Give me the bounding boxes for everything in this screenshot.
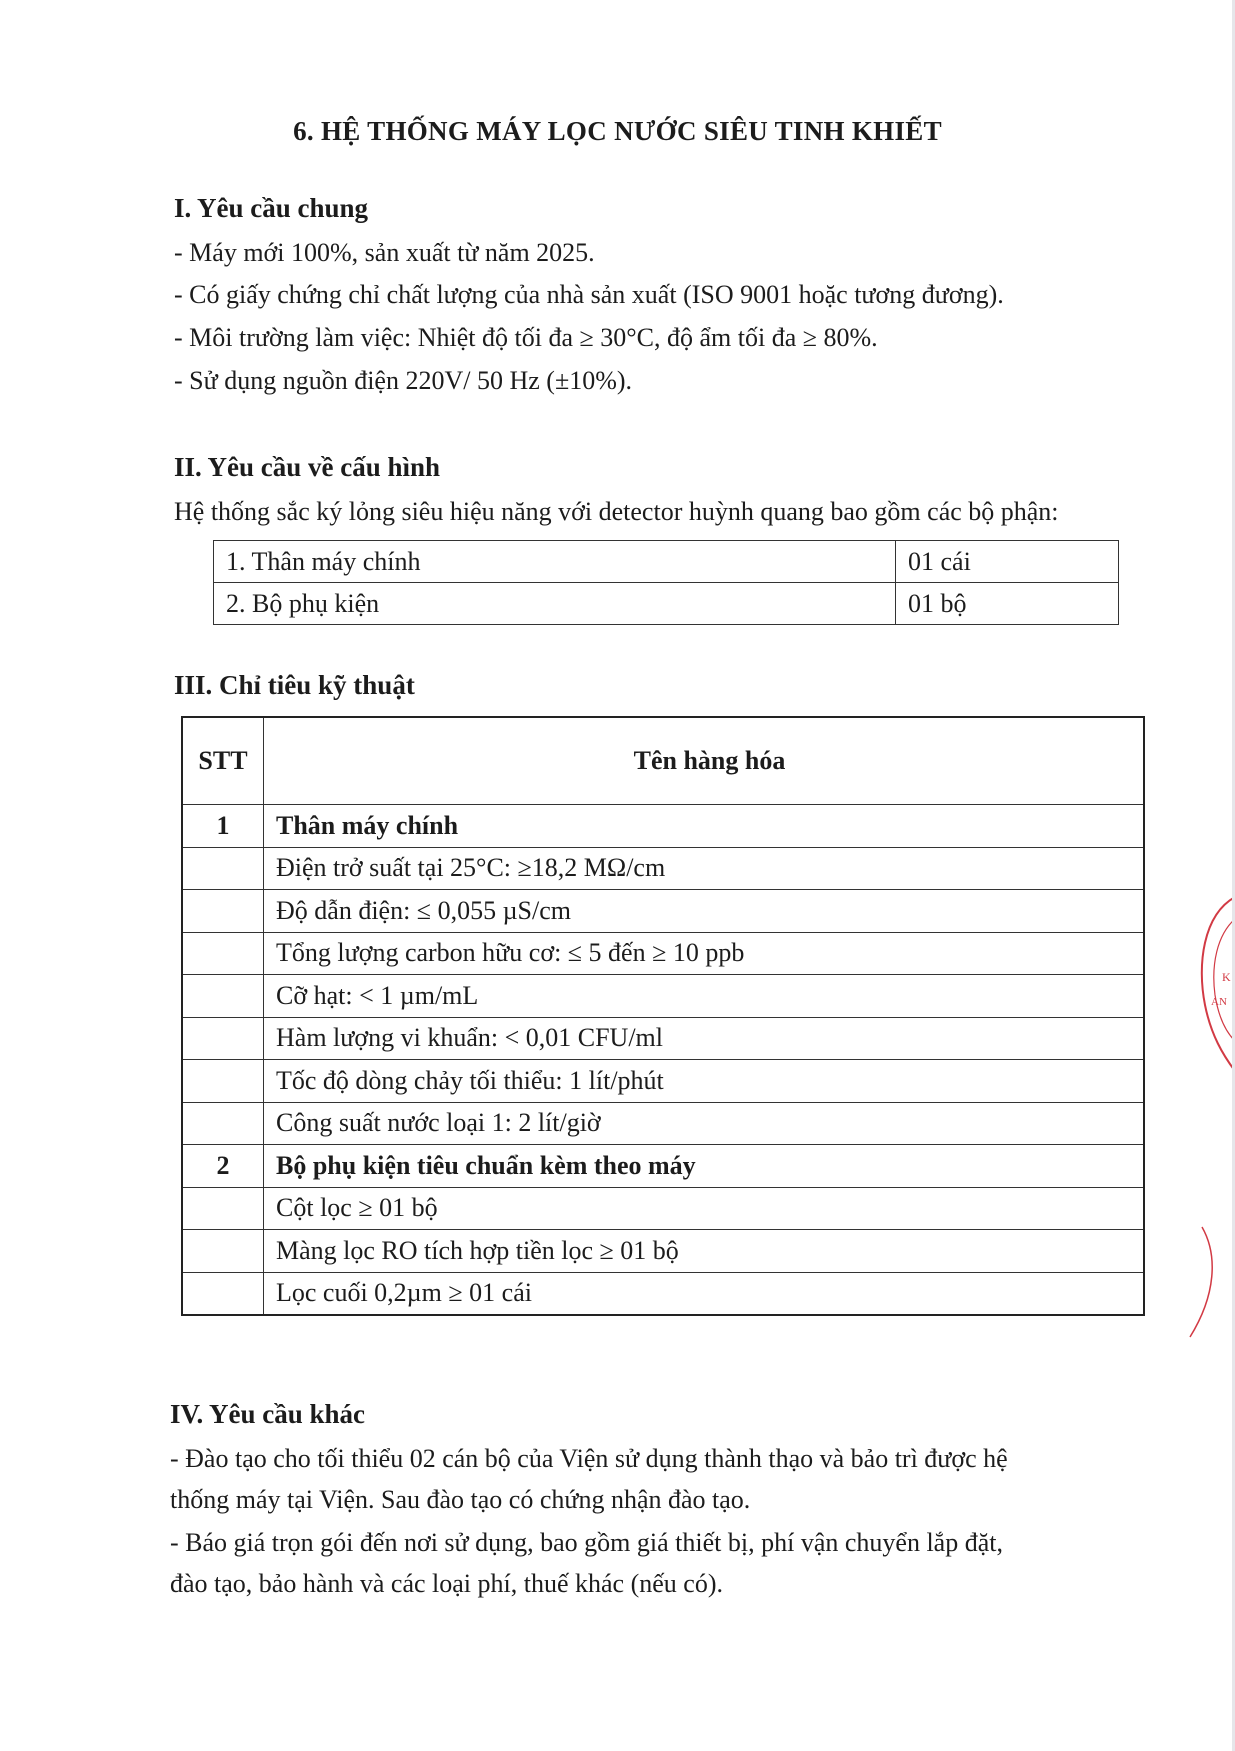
- seal-text-bottom: AN: [1211, 996, 1227, 1008]
- section1-line-1: - Máy mới 100%, sản xuất từ năm 2025.: [174, 238, 595, 267]
- config-row: [214, 541, 1119, 583]
- section4-line-1: - Đào tạo cho tối thiểu 02 cán bộ của Viện sử dụng thành thạo và bảo trì được hệ: [170, 1444, 1008, 1473]
- spec-name: Cột lọc ≥ 01 bộ: [264, 1187, 1145, 1230]
- section3-heading: III. Chỉ tiêu kỹ thuật: [174, 670, 415, 700]
- spec-row: [182, 1230, 1144, 1273]
- spec-name: Bộ phụ kiện tiêu chuẩn kèm theo máy: [264, 1145, 1145, 1188]
- spec-stt: [182, 1102, 264, 1145]
- spec-row: [182, 1102, 1144, 1145]
- spec-row: [182, 975, 1144, 1018]
- section4-line-3: - Báo giá trọn gói đến nơi sử dụng, bao gồm giá thiết bị, phí vận chuyển lắp đặt,: [170, 1528, 1003, 1557]
- spec-stt: [182, 847, 264, 890]
- spec-stt: [182, 1272, 264, 1315]
- section2-intro: Hệ thống sắc ký lỏng siêu hiệu năng với detector huỳnh quang bao gồm các bộ phận:: [174, 497, 1059, 526]
- document-title: 6. HỆ THỐNG MÁY LỌC NƯỚC SIÊU TINH KHIẾT: [293, 116, 942, 146]
- spec-name: Thân máy chính: [264, 805, 1145, 848]
- spec-name: Cỡ hạt: < 1 µm/mL: [264, 975, 1145, 1018]
- spec-table: [181, 716, 1145, 1316]
- section4-line-4: đào tạo, bảo hành và các loại phí, thuế khác (nếu có).: [170, 1569, 723, 1598]
- spec-stt: [182, 1230, 264, 1273]
- spec-stt: 1: [182, 805, 264, 848]
- spec-name: Hàm lượng vi khuẩn: < 0,01 CFU/ml: [264, 1017, 1145, 1060]
- spec-name: Độ dẫn điện: ≤ 0,055 µS/cm: [264, 890, 1145, 933]
- spec-name: Màng lọc RO tích hợp tiền lọc ≥ 01 bộ: [264, 1230, 1145, 1273]
- configuration-table: [213, 540, 1119, 625]
- spec-header-row: [182, 717, 1144, 805]
- spec-name: Lọc cuối 0,2µm ≥ 01 cái: [264, 1272, 1145, 1315]
- section1-heading: I. Yêu cầu chung: [174, 193, 369, 223]
- spec-stt: [182, 1060, 264, 1103]
- spec-header-name: Tên hàng hóa: [264, 717, 1145, 805]
- spec-stt: [182, 890, 264, 933]
- spec-header-stt: STT: [182, 717, 264, 805]
- spec-name: Tốc độ dòng chảy tối thiểu: 1 lít/phút: [264, 1060, 1145, 1103]
- spec-name: Điện trở suất tại 25°C: ≥18,2 MΩ/cm: [264, 847, 1145, 890]
- seal-stamp-icon: [1195, 895, 1235, 1095]
- spec-row: [182, 847, 1144, 890]
- spec-row: [182, 1017, 1144, 1060]
- spec-name: Công suất nước loại 1: 2 lít/giờ: [264, 1102, 1145, 1145]
- config-row: [214, 583, 1119, 625]
- section1-line-4: - Sử dụng nguồn điện 220V/ 50 Hz (±10%).: [174, 366, 633, 395]
- spec-name: Tổng lượng carbon hữu cơ: ≤ 5 đến ≥ 10 ppb: [264, 932, 1145, 975]
- seal-text-top: K: [1222, 970, 1231, 984]
- section4-heading: IV. Yêu cầu khác: [170, 1399, 366, 1429]
- spec-group-row: [182, 805, 1144, 848]
- spec-row: [182, 932, 1144, 975]
- section4-line-2: thống máy tại Viện. Sau đào tạo có chứng nhận đào tạo.: [170, 1485, 751, 1514]
- config-item: 1. Thân máy chính: [214, 541, 896, 583]
- spec-group-row: [182, 1145, 1144, 1188]
- config-qty: 01 cái: [896, 541, 1119, 583]
- spec-stt: [182, 932, 264, 975]
- signature-mark-icon: [1188, 1225, 1235, 1345]
- spec-stt: [182, 975, 264, 1018]
- section2-heading: II. Yêu cầu về cấu hình: [174, 452, 441, 482]
- spec-row: [182, 1187, 1144, 1230]
- section1-line-2: - Có giấy chứng chỉ chất lượng của nhà sản xuất (ISO 9001 hoặc tương đương).: [174, 280, 1004, 309]
- spec-row: [182, 1272, 1144, 1315]
- spec-stt: [182, 1187, 264, 1230]
- config-item: 2. Bộ phụ kiện: [214, 583, 896, 625]
- spec-row: [182, 1060, 1144, 1103]
- spec-stt: [182, 1017, 264, 1060]
- section1-line-3: - Môi trường làm việc: Nhiệt độ tối đa ≥ 30°C, độ ẩm tối đa ≥ 80%.: [174, 323, 878, 352]
- spec-row: [182, 890, 1144, 933]
- spec-stt: 2: [182, 1145, 264, 1188]
- config-qty: 01 bộ: [896, 583, 1119, 625]
